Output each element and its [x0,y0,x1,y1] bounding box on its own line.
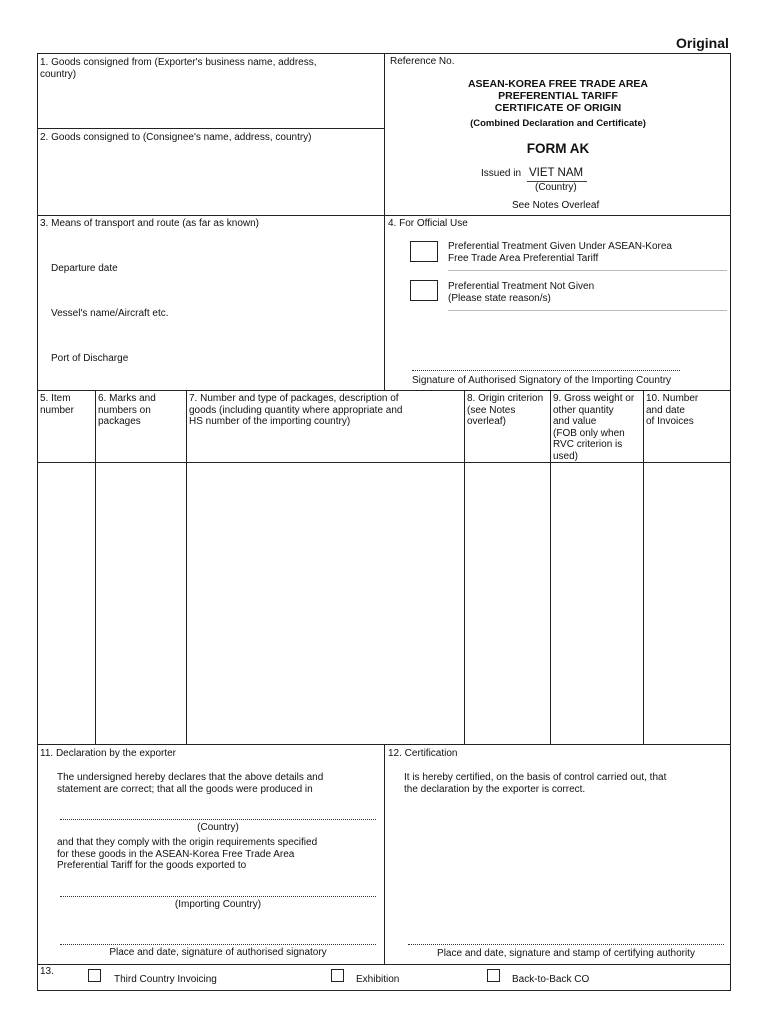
col6-entry-area[interactable] [96,463,185,743]
box2-goods-consigned-to-label: 2. Goods consigned to (Consignee's name, address, country) [40,132,312,143]
divider-row3-columns [37,390,731,391]
production-country-caption: (Country) [197,822,239,833]
box11-declaration-label: 11. Declaration by the exporter [40,748,177,759]
third-country-invoicing-label: Third Country Invoicing [114,974,217,985]
option-separator-2 [448,310,727,311]
form-name: FORM AK [526,141,590,156]
preferential-not-given-checkbox[interactable] [410,280,438,301]
reference-number-label: Reference No. [390,56,455,67]
col5-item-number-header: 5. Item number [40,393,74,416]
copy-label: Original [676,35,729,51]
option-separator-1 [448,270,727,271]
preferential-not-given-label: Preferential Treatment Not Given (Please state reason/s) [448,281,595,304]
certification-text: It is hereby certified, on the basis of control carried out, that the declaration by the exporter is correct. [404,772,667,795]
box1-input-area[interactable] [40,82,380,126]
col7-entry-area[interactable] [187,463,463,743]
col9-entry-area[interactable] [551,463,642,743]
third-country-invoicing-checkbox[interactable] [88,969,101,982]
exhibition-checkbox[interactable] [331,969,344,982]
preferential-given-checkbox[interactable] [410,241,438,262]
box1-goods-consigned-from-label: 1. Goods consigned from (Exporter's business name, address, country) [40,57,317,80]
exporter-signature-line [60,944,376,945]
certifying-signature-line [408,944,724,945]
col6-marks-numbers-header: 6. Marks and numbers on packages [98,393,156,427]
title-line-3: CERTIFICATE OF ORIGIN [494,102,622,114]
importing-signature-caption: Signature of Authorised Signatory of the Importing Country [412,375,672,386]
box13-label: 13. [40,966,54,977]
col8-entry-area[interactable] [465,463,549,743]
col8-origin-criterion-header: 8. Origin criterion (see Notes overleaf) [467,393,544,427]
importing-signature-line [412,370,680,371]
certifying-signature-caption: Place and date, signature and stamp of certifying authority [437,948,695,959]
divider-declaration-box13 [37,964,731,965]
box12-certification-label: 12. Certification [388,748,458,759]
col10-entry-area[interactable] [644,463,730,743]
issued-in-label: Issued in [481,168,522,179]
exporter-signature-caption: Place and date, signature of authorised signatory [109,947,327,958]
title-line-2: PREFERENTIAL TARIFF [498,90,618,102]
vessel-name-label: Vessel's name/Aircraft etc. [51,308,169,319]
declaration-text-1: The undersigned hereby declares that the above details and statement are correct; that all the goods were produced in [57,772,324,795]
box4-official-use-label: 4. For Official Use [388,218,468,229]
issued-in-country-caption: (Country) [535,182,577,193]
col5-entry-area[interactable] [38,463,94,743]
back-to-back-co-checkbox[interactable] [487,969,500,982]
col7-description-header: 7. Number and type of packages, description of goods (including quantity where appropriate and HS number of the importing country) [189,393,403,427]
divider-box11-box12 [384,744,385,964]
col9-gross-weight-header: 9. Gross weight or other quantity and value (FOB only when RVC criterion is used) [553,393,635,462]
departure-date-label: Departure date [51,263,118,274]
back-to-back-co-label: Back-to-Back CO [512,974,590,985]
box2-input-area[interactable] [40,146,380,212]
col10-invoices-header: 10. Number and date of Invoices [646,393,699,427]
certificate-subtitle: (Combined Declaration and Certificate) [470,118,646,129]
title-line-1: ASEAN-KOREA FREE TRADE AREA [467,78,649,90]
importing-country-caption: (Importing Country) [174,899,262,910]
preferential-given-label: Preferential Treatment Given Under ASEAN-Korea Free Trade Area Preferential Tariff [448,241,672,264]
importing-country-line [60,896,376,897]
exhibition-label: Exhibition [356,974,400,985]
see-notes-overleaf: See Notes Overleaf [512,200,600,211]
box3-transport-route-label: 3. Means of transport and route (as far as known) [40,218,259,229]
divider-box1-box2 [37,128,384,129]
declaration-text-2: and that they comply with the origin requirements specified for these goods in the ASEAN-Korea Free Trade Area Preferential Tariff for the goods exported to [57,837,318,871]
port-of-discharge-label: Port of Discharge [51,353,129,364]
production-country-line [60,819,376,820]
issued-in-country: VIET NAM [529,167,584,179]
